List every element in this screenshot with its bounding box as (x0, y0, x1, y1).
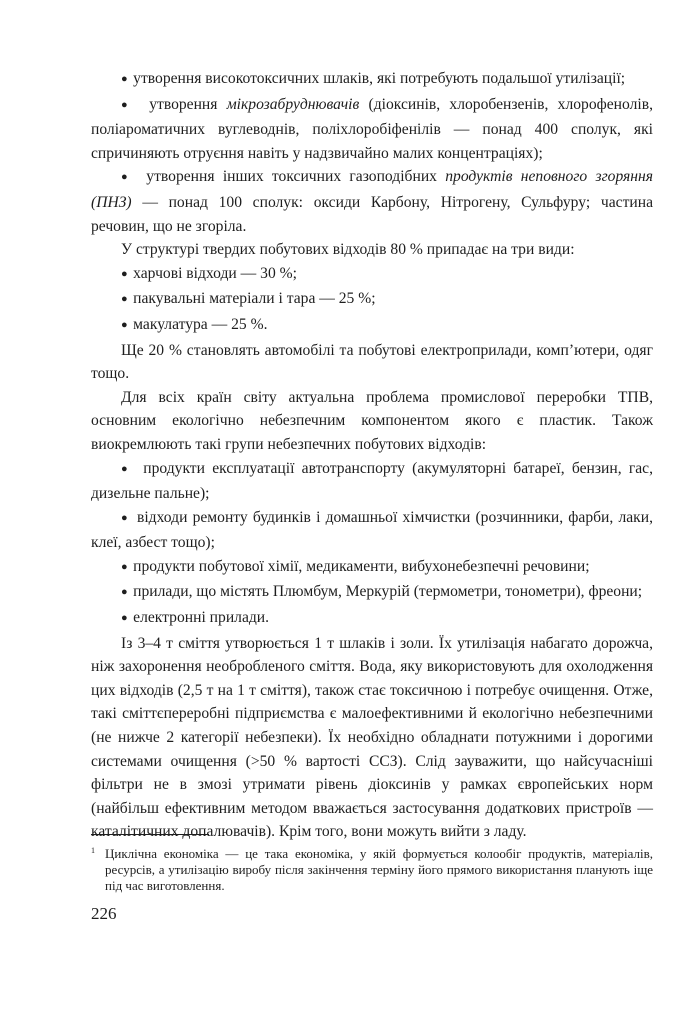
paragraph-problem: Для всіх країн світу актуальна проблема промислової переробки ТПВ, основним екологічно небезпечним компонентом якого є пластик. Також виокремлюють такі групи небезпечних побутових відходів: (91, 388, 653, 453)
main-text (91, 67, 653, 844)
footnote-text: Циклічна економіка — це така економіка, у якій формується колообіг продуктів, матеріалів, ресурсів, а утилізацію виробу після закінчення терміну його прямого використання планують іще під час виготовлення. (105, 846, 653, 893)
bullet-devices-metals: ● прилади, що містять Плюмбум, Меркурій (термометри, тонометри), фреони; (91, 580, 653, 606)
micropollutants-term: мікрозабруднювачів (226, 95, 360, 113)
bullet-packaging: ● пакувальні матеріали і тара — 25 %; (91, 287, 653, 313)
bullet-auto-products: ● продукти експлуатації автотранспорту (акумуляторні батареї, бензин, гас, дизельне пальне); (91, 457, 653, 506)
bullet-incomplete-combustion (91, 165, 653, 238)
page-number: 226 (91, 904, 117, 923)
paragraph-final: Із 3–4 т сміття утворюється 1 т шлаків і золи. Їх утилізація набагато дорожча, ніж захоронення необробленого сміття. Вода, яку використовують для охолодження цих відходів (2,5 т на 1 т сміття), також стає токсичною і потребує очищення. Отже, такі сміттєпереробні підприємства є малоефективними й екологічно небезпечними (не нижче 2 категорії небезпеки). Їх необхідно обладнати потужними і дорогими системами очищення (>50 % вартості ССЗ). Слід зауважити, що найсучасніші фільтри не в змозі утримати рівень діоксинів у рамках європейських норм (найбільш ефективним методом вважається застосування додаткових пристроїв — каталітичних допалювачів). Крім того, вони можуть вийти з ладу. (91, 634, 653, 841)
bullet-paper: ● макулатура — 25 %. (91, 313, 653, 339)
combustion-term: продуктів неповного згоряння (ПНЗ) (91, 168, 654, 211)
paragraph-structure: У структурі твердих побутових відходів 80 % припадає на три види: (121, 241, 575, 259)
bullet-household-chemicals: ● продукти побутової хімії, медикаменти, вибухонебезпечні речовини; (91, 555, 653, 581)
combustion-rest: — понад 100 сполук: оксиди Карбону, Нітрогену, Сульфуру; частина речовин, що не згоріла. (91, 193, 653, 235)
combustion-lead: утворення інших токсичних газоподібних (146, 168, 446, 186)
footnote-mark: 1 (91, 846, 95, 855)
bullet-electronics: ● електронні прилади. (91, 606, 653, 632)
micropollutants-lead: утворення (149, 95, 227, 113)
bullet-repair-waste: ● відходи ремонту будинків і домашньої хімчистки (розчинники, фарби, лаки, клеї, азбест тощо); (91, 506, 653, 555)
bullet-micropollutants (91, 93, 653, 166)
footnote (91, 846, 653, 894)
paragraph-remaining: Ще 20 % становлять автомобілі та побутові електроприлади, комп’ютери, одяг тощо. (91, 341, 653, 383)
bullet-food-waste: ● харчові відходи — 30 %; (91, 262, 653, 288)
micropollutants-rest: (діоксинів, хлоробензенів, хлорофенолів, поліароматичних вуглеводнів, поліхлоробіфенілів — понад 400 сполук, які спричиняють отруєння навіть у надзвичайно малих концентраціях); (91, 95, 653, 162)
footnote-divider (91, 834, 209, 835)
bullet-toxic-slag: ● утворення високотоксичних шлаків, які потребують подальшої утилізації; (91, 67, 653, 93)
